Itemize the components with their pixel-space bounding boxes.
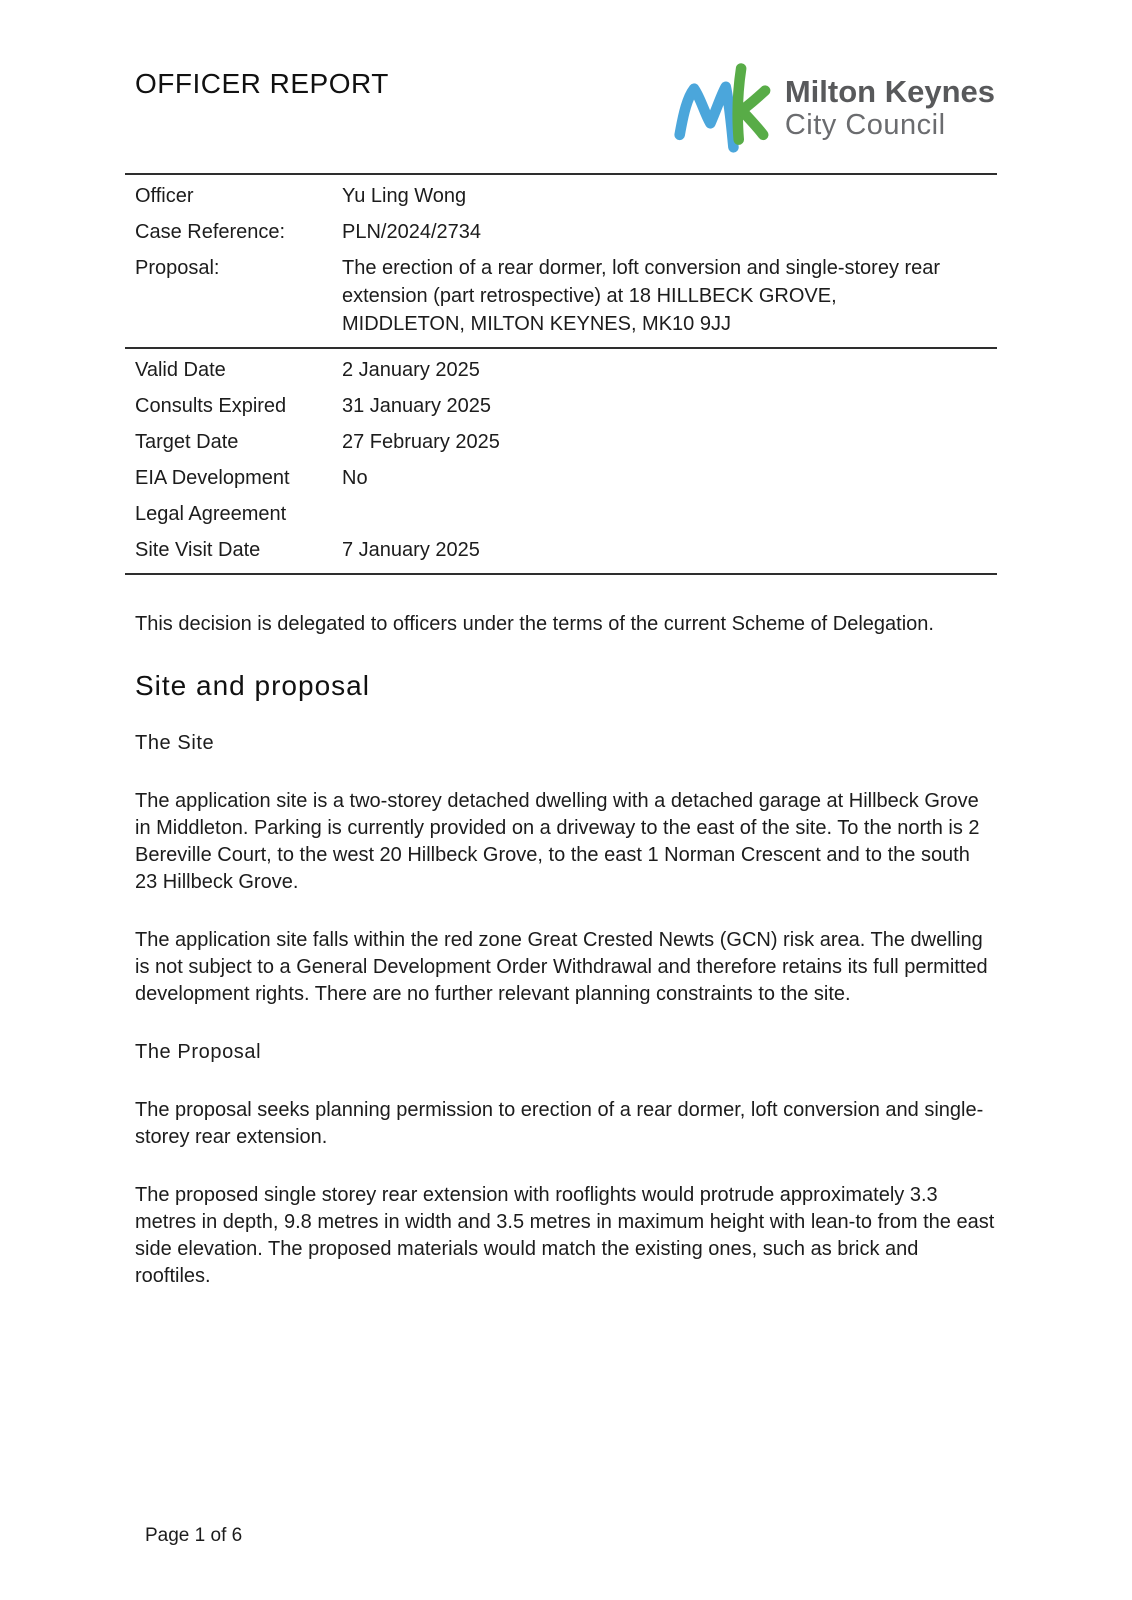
table-row	[125, 178, 997, 214]
page-header	[125, 58, 997, 154]
table-row	[125, 424, 997, 460]
row-label: Proposal:	[135, 257, 220, 279]
report-body	[125, 611, 997, 1290]
table-row	[125, 496, 997, 532]
case-dates-section	[125, 347, 997, 573]
table-row	[125, 460, 997, 496]
row-value: 2 January 2025	[342, 359, 480, 381]
mk-logo-icon	[667, 58, 773, 154]
table-row	[125, 214, 997, 250]
row-value: 31 January 2025	[342, 395, 492, 417]
row-label: Site Visit Date	[135, 539, 261, 561]
table-row	[125, 388, 997, 424]
page-content	[125, 0, 997, 1290]
case-details-section	[125, 175, 997, 347]
row-value: 27 February 2025	[342, 431, 500, 453]
page-title: OFFICER REPORT	[135, 68, 389, 99]
row-label: Target Date	[135, 431, 239, 453]
council-logo	[667, 58, 995, 154]
row-label: Case Reference:	[135, 221, 286, 243]
section-title-site-and-proposal: Site and proposal	[135, 670, 370, 701]
row-value	[342, 500, 942, 528]
table-row	[125, 250, 997, 342]
case-info-table	[125, 173, 997, 575]
row-value: The erection of a rear dormer, loft conversion and single-storey rear extension (part retrospective) at 18 HILLBECK GROVE, MIDDLETON, MILTON KEYNES, MK10 9JJ	[342, 257, 941, 335]
table-row	[125, 532, 997, 568]
council-name: Milton Keynes	[784, 74, 995, 110]
subheading-the-site: The Site	[135, 732, 215, 754]
row-label: EIA Development	[135, 467, 290, 489]
site-paragraph-2: The application site falls within the red zone Great Crested Newts (GCN) risk area. The dwelling is not subject to a General Development Order Withdrawal and therefore retains its full permitted development rights. There are no further relevant planning constraints to the site.	[135, 929, 988, 1005]
proposal-paragraph-1: The proposal seeks planning permission to erection of a rear dormer, loft conversion and single-storey rear extension.	[135, 1099, 984, 1148]
council-subtitle: City Council	[784, 108, 946, 141]
table-row	[125, 352, 997, 388]
row-label: Officer	[135, 185, 194, 207]
row-value: No	[342, 467, 368, 489]
row-label: Consults Expired	[135, 395, 287, 417]
row-value: 7 January 2025	[342, 539, 480, 561]
page-number: Page 1 of 6	[145, 1525, 243, 1546]
subheading-the-proposal: The Proposal	[135, 1041, 262, 1063]
row-value: PLN/2024/2734	[342, 221, 482, 243]
council-logo-text	[785, 76, 995, 142]
row-label: Legal Agreement	[135, 503, 287, 525]
delegation-statement: This decision is delegated to officers under the terms of the current Scheme of Delegation.	[135, 613, 934, 635]
site-paragraph-1: The application site is a two-storey detached dwelling with a detached garage at Hillbeck Grove in Middleton. Parking is currently provided on a driveway to the east of the site. To the north is 2 Bereville Court, to the west 20 Hillbeck Grove, to the east 1 Norman Crescent and to the south 23 Hillbeck Grove.	[135, 790, 980, 893]
row-value: Yu Ling Wong	[342, 185, 467, 207]
row-label: Valid Date	[135, 359, 226, 381]
proposal-paragraph-2: The proposed single storey rear extension with rooflights would protrude approximately 3.3 metres in depth, 9.8 metres in width and 3.5 metres in maximum height with lean-to from the east side elevation. The proposed materials would match the existing ones, such as brick and rooftiles.	[135, 1184, 995, 1287]
